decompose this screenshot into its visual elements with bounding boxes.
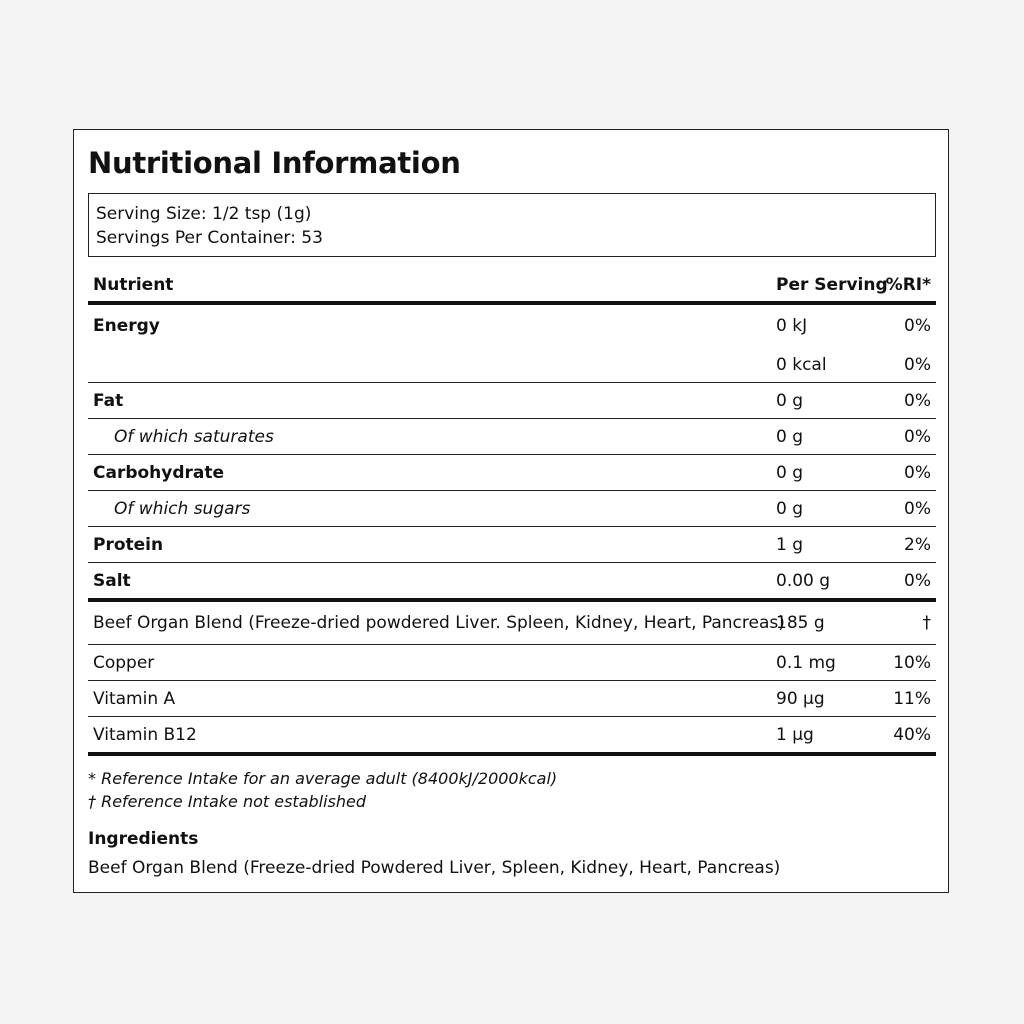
row-amount: 0.1 mg — [776, 645, 882, 681]
row-name: Carbohydrate — [88, 455, 776, 491]
table-row — [88, 717, 936, 755]
row-amount: 0 kJ — [776, 316, 808, 336]
row-ri: 0% — [882, 419, 936, 455]
row-ri: † — [882, 600, 936, 645]
table-row — [88, 645, 936, 681]
row-name: Protein — [88, 527, 776, 563]
table-row — [88, 600, 936, 645]
serving-size: Serving Size: 1/2 tsp (1g) — [96, 204, 312, 224]
row-ri: 0% — [882, 383, 936, 419]
row-name: Copper — [88, 645, 776, 681]
row-ri: 10% — [882, 645, 936, 681]
footnotes — [88, 767, 557, 813]
row-amount: 0 g — [776, 455, 882, 491]
row-amount: 0 g — [776, 419, 882, 455]
header-nutrient: Nutrient — [88, 269, 776, 303]
row-ri: 0% — [882, 563, 936, 601]
row-name — [88, 347, 776, 383]
row-amount: 90 µg — [776, 681, 882, 717]
row-name: Vitamin B12 — [88, 717, 776, 755]
row-amount: 0 g — [776, 491, 882, 527]
table-row — [88, 383, 936, 419]
header-ri: %RI* — [882, 269, 936, 303]
row-name: Of which sugars — [88, 491, 776, 527]
table-row — [88, 681, 936, 717]
header-per-serving: Per Serving — [776, 269, 882, 303]
table-row — [88, 455, 936, 491]
row-name: Salt — [88, 563, 776, 601]
row-amount: 0 kcal — [776, 347, 882, 383]
serving-info — [88, 193, 936, 257]
row-amount: 185 g — [776, 600, 882, 645]
row-ri: 11% — [882, 681, 936, 717]
row-amount: 1 µg — [776, 717, 882, 755]
page-title: Nutritional Information — [88, 146, 461, 180]
table-row — [88, 527, 936, 563]
row-ri: 40% — [882, 717, 936, 755]
row-ri: 0% — [904, 316, 931, 336]
table-row — [88, 303, 936, 347]
table-row — [88, 419, 936, 455]
servings-per-container: Servings Per Container: 53 — [96, 228, 323, 248]
table-row — [88, 491, 936, 527]
row-ri: 2% — [882, 527, 936, 563]
table-row — [88, 563, 936, 601]
row-name: Energy — [93, 316, 160, 336]
footnote-dagger: † Reference Intake not established — [88, 792, 367, 811]
row-ri: 0% — [882, 491, 936, 527]
row-amount: 0.00 g — [776, 563, 882, 601]
row-name: Vitamin A — [88, 681, 776, 717]
row-name: Of which saturates — [88, 419, 776, 455]
table-row — [88, 347, 936, 383]
row-name: Beef Organ Blend (Freeze-dried powdered Liver. Spleen, Kidney, Heart, Pancreas) — [88, 600, 776, 645]
ingredients-heading: Ingredients — [88, 829, 199, 849]
table-header-row — [88, 269, 936, 303]
nutrition-table — [88, 269, 936, 756]
row-name: Fat — [88, 383, 776, 419]
footnote-ri: * Reference Intake for an average adult (8400kJ/2000kcal) — [88, 769, 558, 788]
row-ri: 0% — [882, 455, 936, 491]
row-ri: 0% — [882, 347, 936, 383]
row-amount: 1 g — [776, 527, 882, 563]
ingredients-text: Beef Organ Blend (Freeze-dried Powdered Liver, Spleen, Kidney, Heart, Pancreas) — [88, 858, 781, 878]
nutrition-panel — [73, 129, 949, 893]
row-amount: 0 g — [776, 383, 882, 419]
